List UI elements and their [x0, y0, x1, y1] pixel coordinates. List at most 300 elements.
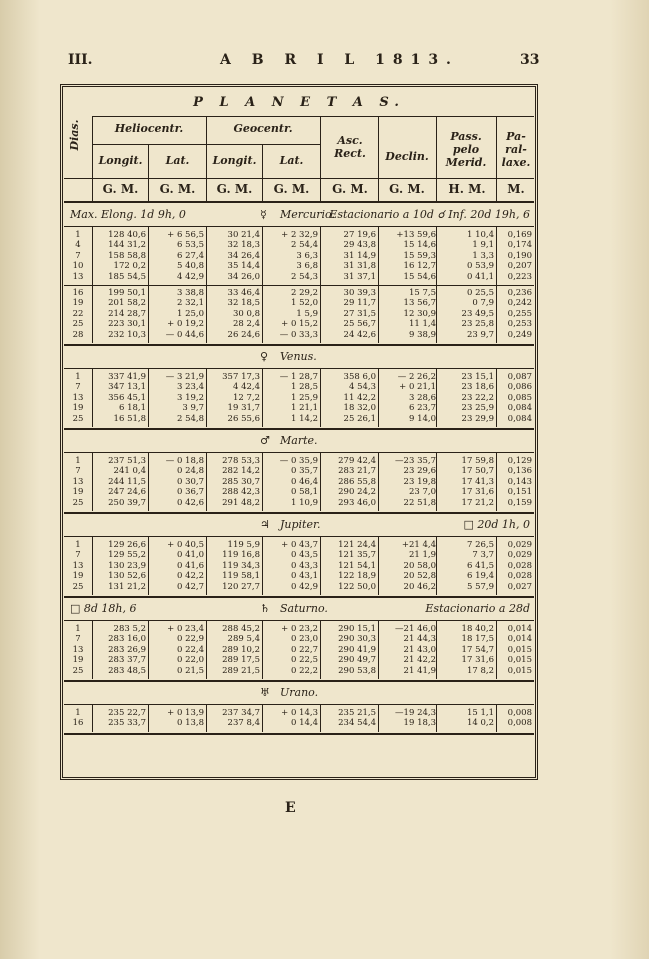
rule: [496, 227, 497, 285]
section-note-right: Estacionario a 28d: [425, 602, 530, 615]
rule: [92, 116, 93, 202]
value-cell: 0 22,7: [290, 644, 318, 655]
day-cell: 25: [72, 665, 84, 676]
rule: [496, 369, 497, 427]
rule: [206, 537, 207, 595]
rule: [436, 537, 437, 595]
rule: [92, 453, 93, 511]
value-cell: + 0 40,5: [167, 540, 204, 550]
value-cell: 1 21,1: [290, 403, 318, 414]
value-cell: 130 52,6: [108, 571, 146, 582]
value-cell: 32 18,3: [227, 240, 260, 251]
rule: [262, 285, 263, 343]
value-cell: 290 15,1: [338, 624, 376, 634]
value-cell: 0,223: [507, 271, 532, 282]
value-cell: 14 0,2: [466, 718, 494, 729]
value-cell: 122 50,0: [338, 581, 376, 592]
value-cell: 30 21,4: [227, 230, 260, 240]
rule: [320, 621, 321, 679]
value-cell: 0 43,3: [290, 560, 318, 571]
planet-name: Marte.: [280, 434, 318, 447]
value-cell: 0 7,9: [472, 298, 494, 309]
section-header: [64, 682, 534, 704]
units-row: [64, 178, 534, 200]
col-helio-long: Longit.: [98, 154, 143, 167]
value-cell: 2 29,2: [290, 288, 318, 298]
value-cell: 241 0,4: [113, 466, 146, 477]
value-cell: 1 52,0: [290, 298, 318, 309]
rule: [64, 704, 534, 705]
unit-geo-lat: G. M.: [273, 182, 310, 196]
value-cell: 0,174: [507, 240, 532, 251]
value-cell: 28 2,4: [232, 319, 260, 330]
section-header: [64, 346, 534, 368]
helio-group-header: Heliocentr.: [114, 122, 184, 135]
value-cell: 6 19,4: [466, 571, 494, 582]
value-cell: — 0 35,9: [279, 456, 318, 466]
value-cell: 32 18,5: [227, 298, 260, 309]
value-cell: 15 1,1: [466, 708, 494, 718]
value-cell: 0 53,9: [466, 261, 494, 272]
rule: [320, 369, 321, 427]
value-cell: 0,015: [507, 644, 532, 655]
value-cell: 0 22,5: [290, 655, 318, 666]
value-cell: 235 21,5: [338, 708, 376, 718]
rule: [262, 369, 263, 427]
value-cell: 19 31,7: [227, 403, 260, 414]
value-cell: 11 42,2: [343, 392, 376, 403]
value-cell: 21 41,9: [403, 665, 436, 676]
value-cell: 1 9,1: [472, 240, 494, 251]
value-cell: + 6 56,5: [167, 230, 204, 240]
value-cell: 237 34,7: [222, 708, 260, 718]
value-cell: + 0 21,1: [399, 382, 436, 393]
day-cell: 13: [72, 644, 84, 655]
col-asc-rect: Asc. Rect.: [334, 134, 366, 160]
section-header: [64, 204, 534, 226]
rule: [92, 537, 93, 595]
value-cell: 15 14,6: [403, 240, 436, 251]
value-cell: 3 19,2: [176, 392, 204, 403]
value-cell: 17 31,6: [461, 655, 494, 666]
value-cell: 286 55,8: [338, 476, 376, 487]
value-cell: 144 31,2: [108, 240, 146, 251]
value-cell: 0,015: [507, 655, 532, 666]
value-cell: 283 48,5: [108, 665, 146, 676]
value-cell: + 0 13,9: [167, 708, 204, 718]
value-cell: 0 21,5: [176, 665, 204, 676]
value-cell: 119 34,3: [222, 560, 260, 571]
day-cell: 1: [75, 708, 81, 718]
value-cell: + 0 43,7: [281, 540, 318, 550]
value-cell: 30 39,3: [343, 288, 376, 298]
value-cell: 23 15,1: [461, 372, 494, 382]
value-cell: 122 18,9: [338, 571, 376, 582]
value-cell: 283 26,9: [108, 644, 146, 655]
value-cell: 7 26,5: [466, 540, 494, 550]
value-cell: 0,085: [507, 392, 532, 403]
value-cell: 3 23,4: [176, 382, 204, 393]
rule: [496, 285, 497, 343]
day-cell: 1: [75, 372, 81, 382]
value-cell: + 2 32,9: [281, 230, 318, 240]
day-cell: 25: [72, 319, 84, 330]
value-cell: 0 42,6: [176, 497, 204, 508]
day-cell: 28: [72, 329, 84, 340]
rule: [320, 227, 321, 285]
rule: [148, 705, 149, 732]
value-cell: 15 7,5: [408, 288, 436, 298]
value-cell: 347 13,1: [108, 382, 146, 393]
value-cell: 0 22,9: [176, 634, 204, 645]
value-cell: 0,008: [507, 718, 532, 729]
value-cell: 0,015: [507, 665, 532, 676]
rule: [378, 116, 379, 202]
value-cell: 289 17,5: [222, 655, 260, 666]
value-cell: 120 27,7: [222, 581, 260, 592]
value-cell: 234 54,4: [338, 718, 376, 729]
day-cell: 7: [75, 550, 81, 561]
rule: [64, 452, 534, 453]
value-cell: 131 21,2: [108, 581, 146, 592]
value-cell: 23 22,2: [461, 392, 494, 403]
day-cell: 16: [72, 718, 84, 729]
section-header: [64, 598, 534, 620]
value-cell: 2 54,4: [290, 240, 318, 251]
day-cell: 19: [72, 487, 84, 498]
value-cell: 0 43,5: [290, 550, 318, 561]
value-cell: 16 12,7: [403, 261, 436, 272]
value-cell: 129 26,6: [108, 540, 146, 550]
rule: [148, 621, 149, 679]
value-cell: 282 14,2: [222, 466, 260, 477]
value-cell: 23 9,7: [466, 329, 494, 340]
value-cell: — 0 33,3: [279, 329, 318, 340]
value-cell: 17 50,7: [461, 466, 494, 477]
value-cell: 199 50,1: [108, 288, 146, 298]
value-cell: — 0 18,8: [165, 456, 204, 466]
rule: [148, 453, 149, 511]
value-cell: 17 59,8: [461, 456, 494, 466]
value-cell: 214 28,7: [108, 308, 146, 319]
day-cell: 25: [72, 581, 84, 592]
rule: [436, 705, 437, 732]
day-cell: 13: [72, 392, 84, 403]
value-cell: 26 24,6: [227, 329, 260, 340]
day-cell: 7: [75, 382, 81, 393]
day-cell: 1: [75, 624, 81, 634]
rule: [92, 621, 93, 679]
col-declin: Declin.: [385, 150, 429, 163]
rule: [206, 705, 207, 732]
rule: [378, 621, 379, 679]
day-cell: 19: [72, 571, 84, 582]
value-cell: 18 32,0: [343, 403, 376, 414]
value-cell: 288 42,3: [222, 487, 260, 498]
value-cell: 4 54,3: [348, 382, 376, 393]
value-cell: 9 38,9: [408, 329, 436, 340]
unit-helio-long: G. M.: [102, 182, 139, 196]
rule: [378, 369, 379, 427]
value-cell: —23 35,7: [395, 456, 436, 466]
value-cell: 172 0,2: [113, 261, 146, 272]
value-cell: — 2 26,2: [397, 372, 436, 382]
value-cell: 1 14,2: [290, 413, 318, 424]
planet-name: Jupiter.: [280, 518, 321, 531]
value-cell: 21 43,0: [403, 644, 436, 655]
value-cell: 0 42,7: [176, 581, 204, 592]
day-cell: 16: [72, 288, 84, 298]
signature-mark: E: [285, 800, 296, 816]
day-cell: 19: [72, 655, 84, 666]
planet-name: Saturno.: [280, 602, 328, 615]
col-geo-long: Longit.: [212, 154, 257, 167]
value-cell: 185 54,5: [108, 271, 146, 282]
day-cell: 7: [75, 466, 81, 477]
unit-decl: G. M.: [389, 182, 425, 196]
value-cell: 2 54,3: [290, 271, 318, 282]
value-cell: 0 36,7: [176, 487, 204, 498]
value-cell: 12 30,9: [403, 308, 436, 319]
day-cell: 25: [72, 497, 84, 508]
value-cell: 0,014: [507, 624, 532, 634]
rule: [436, 227, 437, 285]
value-cell: 25 26,1: [343, 413, 376, 424]
rule: [436, 453, 437, 511]
rule: [496, 453, 497, 511]
section-note-right: □ 20d 1h, 0: [463, 518, 530, 531]
value-cell: 223 30,1: [108, 319, 146, 330]
value-cell: 283 16,0: [108, 634, 146, 645]
month-year: A B R I L 1813.: [220, 52, 459, 68]
value-cell: 290 41,9: [338, 644, 376, 655]
value-cell: 21 42,2: [403, 655, 436, 666]
rule: [206, 116, 207, 202]
value-cell: 3 9,7: [182, 403, 204, 414]
day-cell: 19: [72, 298, 84, 309]
value-cell: 290 24,2: [338, 487, 376, 498]
value-cell: 0 25,5: [466, 288, 494, 298]
value-cell: 283 5,2: [113, 624, 146, 634]
value-cell: 0 46,4: [290, 476, 318, 487]
value-cell: 0 43,1: [290, 571, 318, 582]
value-cell: 35 14,4: [227, 261, 260, 272]
value-cell: — 1 28,7: [279, 372, 318, 382]
value-cell: 0,087: [507, 372, 532, 382]
rule: [378, 705, 379, 732]
value-cell: 0,014: [507, 634, 532, 645]
value-cell: 337 41,9: [108, 372, 146, 382]
rule: [64, 620, 534, 621]
day-cell: 1: [75, 456, 81, 466]
day-cell: 22: [72, 308, 84, 319]
value-cell: 0,084: [507, 403, 532, 414]
value-cell: 1 3,3: [472, 250, 494, 261]
rule: [148, 369, 149, 427]
value-cell: 23 18,6: [461, 382, 494, 393]
rule: [148, 537, 149, 595]
rule: [92, 705, 93, 732]
value-cell: 0,169: [507, 230, 532, 240]
value-cell: 121 24,4: [338, 540, 376, 550]
value-cell: 18 40,2: [461, 624, 494, 634]
value-cell: 0,084: [507, 413, 532, 424]
value-cell: 3 6,3: [296, 250, 318, 261]
value-cell: 6 18,1: [118, 403, 146, 414]
value-cell: 15 59,3: [403, 250, 436, 261]
value-cell: 237 8,4: [227, 718, 260, 729]
value-cell: + 0 14,3: [281, 708, 318, 718]
day-cell: 7: [75, 634, 81, 645]
value-cell: 13 56,7: [403, 298, 436, 309]
rule: [64, 226, 534, 227]
value-cell: 27 19,6: [343, 230, 376, 240]
value-cell: 1 25,0: [176, 308, 204, 319]
value-cell: 2 32,1: [176, 298, 204, 309]
value-cell: + 0 19,2: [167, 319, 204, 330]
unit-geo-long: G. M.: [216, 182, 253, 196]
rule: [64, 285, 534, 286]
value-cell: 1 10,4: [466, 230, 494, 240]
value-cell: 7 3,7: [472, 550, 494, 561]
value-cell: 20 52,8: [403, 571, 436, 582]
value-cell: 23 29,9: [461, 413, 494, 424]
value-cell: 6 53,5: [176, 240, 204, 251]
rule: [378, 227, 379, 285]
value-cell: 250 39,7: [108, 497, 146, 508]
col-helio-lat: Lat.: [165, 154, 190, 167]
value-cell: 29 11,7: [343, 298, 376, 309]
value-cell: 21 44,3: [403, 634, 436, 645]
value-cell: 0 35,7: [290, 466, 318, 477]
value-cell: 31 37,1: [343, 271, 376, 282]
rule: [206, 369, 207, 427]
value-cell: 3 6,8: [296, 261, 318, 272]
rule: [320, 285, 321, 343]
value-cell: 0,136: [507, 466, 532, 477]
value-cell: 130 23,9: [108, 560, 146, 571]
value-cell: 291 48,2: [222, 497, 260, 508]
planet-symbol-icon: ♅: [260, 686, 270, 699]
rule: [92, 116, 534, 117]
value-cell: 0 13,8: [176, 718, 204, 729]
value-cell: 0,028: [507, 571, 532, 582]
value-cell: 0 30,7: [176, 476, 204, 487]
value-cell: 279 42,4: [338, 456, 376, 466]
value-cell: 358 6,0: [343, 372, 376, 382]
value-cell: 0,253: [507, 319, 532, 330]
value-cell: 357 17,3: [222, 372, 260, 382]
value-cell: 285 30,7: [222, 476, 260, 487]
value-cell: 0,027: [507, 581, 532, 592]
rule: [64, 536, 534, 537]
section-note-left: Max. Elong. 1d 9h, 0: [70, 208, 186, 221]
value-cell: 119 16,8: [222, 550, 260, 561]
day-cell: 13: [72, 560, 84, 571]
value-cell: 1 5,9: [296, 308, 318, 319]
rule: [320, 537, 321, 595]
value-cell: 0,129: [507, 456, 532, 466]
page-number: 33: [520, 52, 540, 68]
value-cell: + 0 23,4: [167, 624, 204, 634]
value-cell: 237 51,3: [108, 456, 146, 466]
planet-symbol-icon: ♃: [260, 518, 270, 531]
value-cell: 283 37,7: [108, 655, 146, 666]
value-cell: 1 10,9: [290, 497, 318, 508]
planet-symbol-icon: ♂: [260, 434, 270, 447]
value-cell: 34 26,0: [227, 271, 260, 282]
value-cell: 247 24,6: [108, 487, 146, 498]
value-cell: 244 11,5: [108, 476, 146, 487]
planet-symbol-icon: ♀: [260, 350, 269, 363]
running-head: [60, 52, 540, 74]
value-cell: 2 54,8: [176, 413, 204, 424]
value-cell: 17 31,6: [461, 487, 494, 498]
rule: [206, 285, 207, 343]
rule: [148, 227, 149, 285]
value-cell: 6 23,7: [408, 403, 436, 414]
value-cell: 201 58,2: [108, 298, 146, 309]
value-cell: +21 4,4: [401, 540, 436, 550]
value-cell: + 0 23,2: [281, 624, 318, 634]
value-cell: 19 18,3: [403, 718, 436, 729]
value-cell: 15 54,6: [403, 271, 436, 282]
value-cell: 27 31,5: [343, 308, 376, 319]
value-cell: 0 41,1: [466, 271, 494, 282]
value-cell: — 0 44,6: [165, 329, 204, 340]
day-cell: 10: [72, 261, 84, 272]
value-cell: 11 1,4: [408, 319, 436, 330]
value-cell: 29 43,8: [343, 240, 376, 251]
value-cell: 24 42,6: [343, 329, 376, 340]
value-cell: 33 46,4: [227, 288, 260, 298]
col-parallaxe: Pa- ral- laxe.: [501, 130, 531, 169]
rule: [320, 116, 321, 202]
planet-symbol-icon: ♄: [260, 602, 270, 615]
value-cell: 3 28,6: [408, 392, 436, 403]
rule: [320, 705, 321, 732]
rule: [436, 369, 437, 427]
value-cell: 0 41,6: [176, 560, 204, 571]
value-cell: 6 41,5: [466, 560, 494, 571]
day-cell: 4: [75, 240, 81, 251]
value-cell: 0 41,0: [176, 550, 204, 561]
value-cell: 290 49,7: [338, 655, 376, 666]
rule: [496, 621, 497, 679]
value-cell: + 0 15,2: [281, 319, 318, 330]
value-cell: 31 14,9: [343, 250, 376, 261]
value-cell: —21 46,0: [395, 624, 436, 634]
value-cell: 26 55,6: [227, 413, 260, 424]
value-cell: 4 42,9: [176, 271, 204, 282]
rule: [378, 285, 379, 343]
rule: [262, 705, 263, 732]
table-title: P L A N E T A S.: [193, 95, 405, 110]
rule: [262, 537, 263, 595]
value-cell: 5 57,9: [466, 581, 494, 592]
value-cell: 16 51,8: [113, 413, 146, 424]
section-header: [64, 514, 534, 536]
col-geo-lat: Lat.: [279, 154, 304, 167]
value-cell: 293 46,0: [338, 497, 376, 508]
rule: [262, 621, 263, 679]
value-cell: 12 7,2: [232, 392, 260, 403]
value-cell: 158 58,8: [108, 250, 146, 261]
value-cell: 18 17,5: [461, 634, 494, 645]
value-cell: 0 24,8: [176, 466, 204, 477]
value-cell: 121 54,1: [338, 560, 376, 571]
rule: [262, 227, 263, 285]
